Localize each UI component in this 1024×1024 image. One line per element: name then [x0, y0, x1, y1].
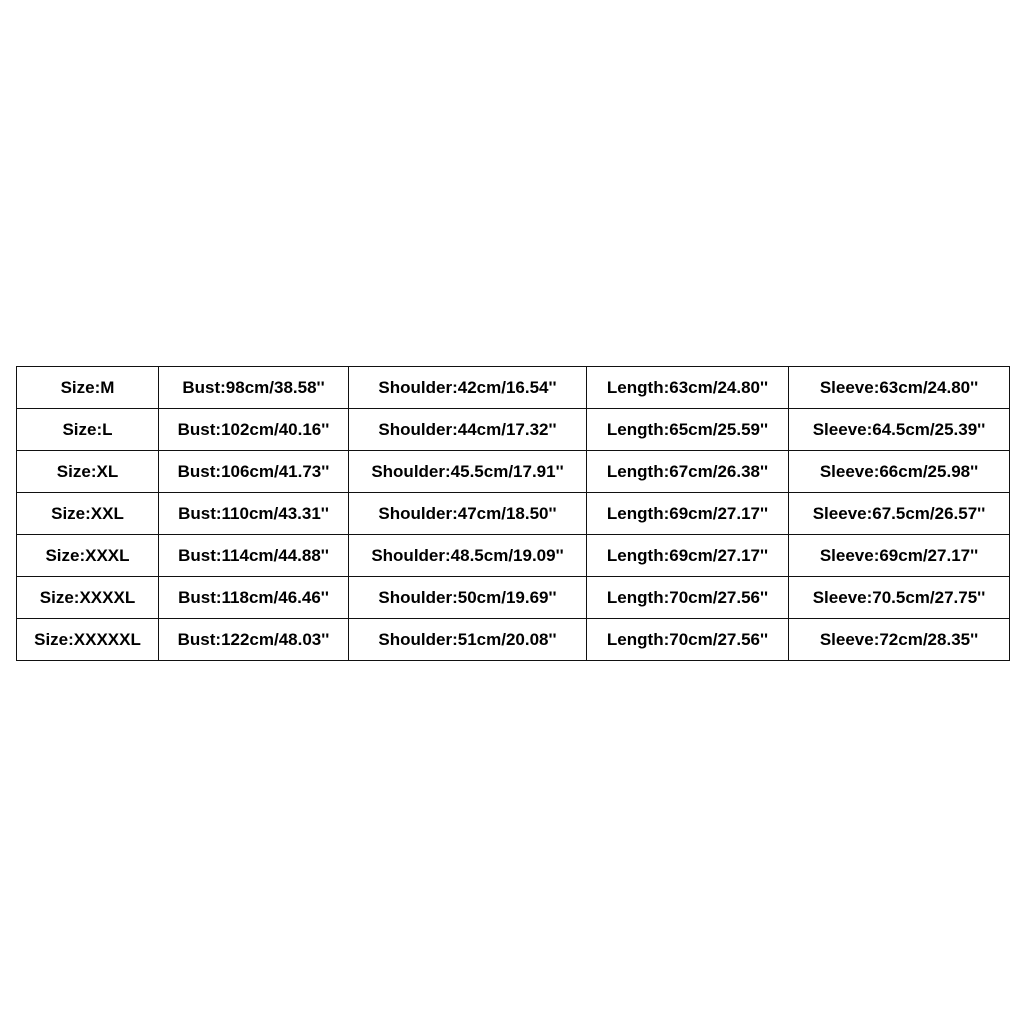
shoulder-cell: Shoulder:45.5cm/17.91'': [349, 451, 587, 493]
sleeve-cell: Sleeve:72cm/28.35'': [789, 619, 1010, 661]
table-row: [17, 619, 1010, 661]
length-cell: Length:69cm/27.17'': [587, 493, 789, 535]
sleeve-cell: Sleeve:69cm/27.17'': [789, 535, 1010, 577]
size-cell: Size:XXXXL: [17, 577, 159, 619]
table-row: [17, 577, 1010, 619]
shoulder-cell: Shoulder:44cm/17.32'': [349, 409, 587, 451]
size-cell: Size:M: [17, 367, 159, 409]
shoulder-cell: Shoulder:48.5cm/19.09'': [349, 535, 587, 577]
length-cell: Length:63cm/24.80'': [587, 367, 789, 409]
shoulder-cell: Shoulder:42cm/16.54'': [349, 367, 587, 409]
shoulder-cell: Shoulder:50cm/19.69'': [349, 577, 587, 619]
size-cell: Size:XXXXXL: [17, 619, 159, 661]
sleeve-cell: Sleeve:70.5cm/27.75'': [789, 577, 1010, 619]
table-row: [17, 535, 1010, 577]
bust-cell: Bust:102cm/40.16'': [159, 409, 349, 451]
size-chart-table: [16, 366, 1010, 661]
bust-cell: Bust:110cm/43.31'': [159, 493, 349, 535]
length-cell: Length:69cm/27.17'': [587, 535, 789, 577]
sleeve-cell: Sleeve:67.5cm/26.57'': [789, 493, 1010, 535]
length-cell: Length:70cm/27.56'': [587, 619, 789, 661]
size-cell: Size:XXL: [17, 493, 159, 535]
size-cell: Size:XL: [17, 451, 159, 493]
sleeve-cell: Sleeve:64.5cm/25.39'': [789, 409, 1010, 451]
bust-cell: Bust:106cm/41.73'': [159, 451, 349, 493]
table-row: [17, 409, 1010, 451]
size-cell: Size:L: [17, 409, 159, 451]
shoulder-cell: Shoulder:47cm/18.50'': [349, 493, 587, 535]
size-cell: Size:XXXL: [17, 535, 159, 577]
table-row: [17, 451, 1010, 493]
length-cell: Length:70cm/27.56'': [587, 577, 789, 619]
bust-cell: Bust:98cm/38.58'': [159, 367, 349, 409]
bust-cell: Bust:118cm/46.46'': [159, 577, 349, 619]
sleeve-cell: Sleeve:66cm/25.98'': [789, 451, 1010, 493]
table-row: [17, 367, 1010, 409]
length-cell: Length:67cm/26.38'': [587, 451, 789, 493]
length-cell: Length:65cm/25.59'': [587, 409, 789, 451]
bust-cell: Bust:122cm/48.03'': [159, 619, 349, 661]
bust-cell: Bust:114cm/44.88'': [159, 535, 349, 577]
shoulder-cell: Shoulder:51cm/20.08'': [349, 619, 587, 661]
sleeve-cell: Sleeve:63cm/24.80'': [789, 367, 1010, 409]
table-row: [17, 493, 1010, 535]
